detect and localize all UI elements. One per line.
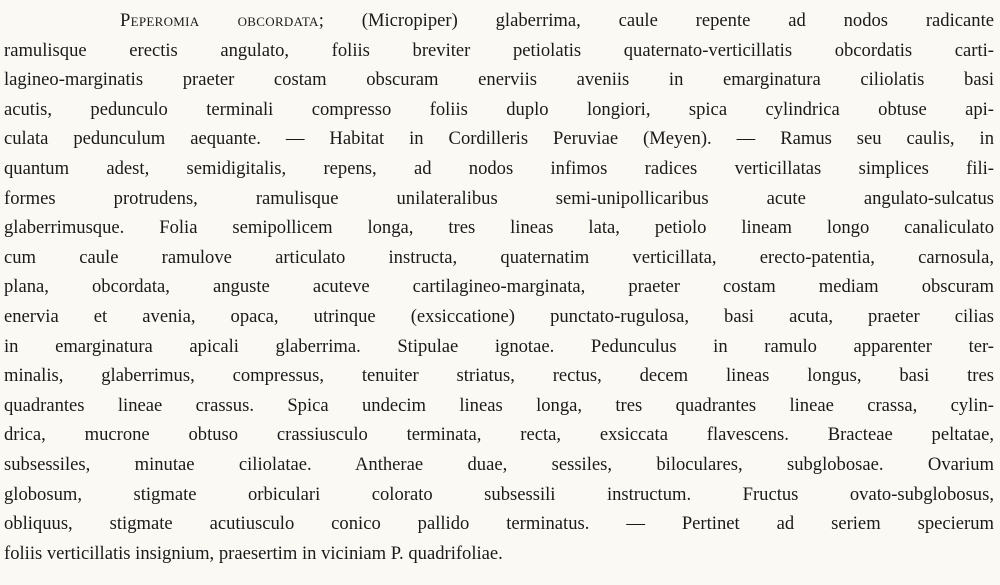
text-line-17: globosum, stigmate orbiculari colorato subsessili instructum. Fructus ovato-subglobosus, (4, 483, 994, 505)
text-line-3: lagineo-marginatis praeter costam obscuram enerviis aveniis in emarginatura ciliolatis basi (4, 69, 994, 91)
text-line-15: drica, mucrone obtuso crassiusculo terminata, recta, exsiccata flavescens. Bracteae peltatae, (4, 424, 994, 446)
text-line-4: acutis, pedunculo terminali compresso foliis duplo longiori, spica cylindrica obtuse api- (4, 98, 994, 120)
text-line-2: ramulisque erectis angulato, foliis breviter petiolatis quaternato-verticillatis obcordatis carti- (4, 39, 994, 61)
text-line-1-content: ; (Micropiper) glaberrima, caule repente ad nodos radicante (318, 10, 994, 31)
text-line-12: in emarginatura apicali glaberrima. Stipulae ignotae. Pedunculus in ramulo apparenter ter- (4, 335, 994, 357)
text-line-14: quadrantes lineae crassus. Spica undecim lineas longa, tres quadrantes lineae crassa, cylin- (4, 394, 994, 416)
text-line-1 (4, 6, 994, 36)
text-line-9: cum caule ramulove articulato instructa, quaternatim verticillata, erecto-patentia, carnosula, (4, 246, 994, 268)
text-line-8: glaberrimusque. Folia semipollicem longa, tres lineas lata, petiolo lineam longo canaliculato (4, 217, 994, 239)
species-description (4, 6, 994, 568)
text-line-13: minalis, glaberrimus, compressus, tenuiter striatus, rectus, decem lineas longus, basi tres (4, 365, 994, 387)
species-name: Peperomia obcordata (120, 10, 319, 31)
text-line-11: enervia et avenia, opaca, utrinque (exsiccatione) punctato-rugulosa, basi acuta, praeter cilias (4, 305, 994, 327)
text-line-7: formes protrudens, ramulisque unilateralibus semi-unipollicaribus acute angulato-sulcatus (4, 187, 994, 209)
text-line-5: culata pedunculum aequante. — Habitat in Cordilleris Peruviae (Meyen). — Ramus seu caulis, in (4, 128, 994, 150)
text-line-16: subsessiles, minutae ciliolatae. Antherae duae, sessiles, biloculares, subglobosae. Ovarium (4, 453, 994, 475)
text-line-6: quantum adest, semidigitalis, repens, ad nodos infimos radices verticillatas simplices fili- (4, 157, 994, 179)
text-line-19: foliis verticillatis insignium, praesertim in viciniam P. quadrifoliae. (4, 542, 503, 564)
text-line-18: obliquus, stigmate acutiusculo conico pallido terminatus. — Pertinet ad seriem specierum (4, 513, 994, 535)
text-line-10: plana, obcordata, anguste acuteve cartilagineo-marginata, praeter costam mediam obscuram (4, 276, 994, 298)
